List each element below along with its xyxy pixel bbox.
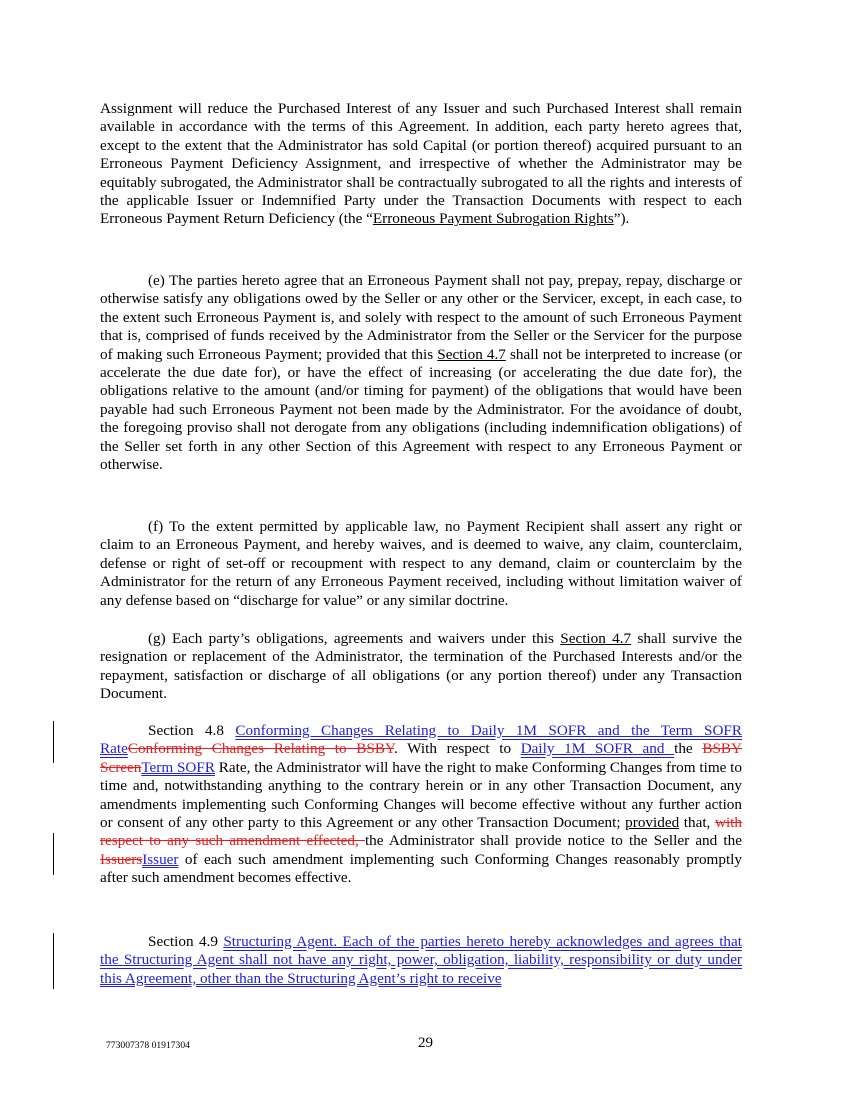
section-reference: Section 4.7 bbox=[437, 345, 506, 363]
text: (e) The parties hereto agree that an Erroneous Payment shall not pay, prepay, repay, discharge or otherwise satisfy any obligations owed by the Seller or any other or the Servicer, except, in each case, to the extent such Erroneous Payment is, and solely with respect to the amount of such Erroneous Payment that is, comprised of funds received by the Administrator from the Seller or the Servicer for the purpose of making such Erroneous Payment; provided that this bbox=[100, 272, 742, 363]
inserted-text: Term SOFR bbox=[141, 758, 215, 776]
paragraph-f bbox=[100, 518, 742, 610]
section-label: Section 4.8 bbox=[148, 722, 236, 739]
inserted-text: Issuer bbox=[142, 850, 179, 868]
text: the bbox=[674, 740, 703, 758]
text: the Administrator shall provide notice to the Seller and the bbox=[364, 832, 742, 850]
text: . With respect to bbox=[394, 740, 521, 758]
page-number: 29 bbox=[418, 1035, 433, 1051]
text: Assignment will reduce the Purchased Interest of any Issuer and such Purchased Interest shall remain available in accordance with the terms of this Agreement. In addition, each party hereto agrees that, except to the extent that the Administrator has sold Capital (or portion thereof) acquired pursuant to an Erroneous Payment Deficiency Assignment, and irrespective of whether the Administrator may be equitably subrogated, the Administrator shall be contractually subrogated to all the rights and interests of the applicable Issuer or Indemnified Party under the Transaction Documents with respect to each Erroneous Payment Return Deficiency (the “ bbox=[100, 100, 742, 228]
defined-term: Erroneous Payment Subrogation Rights bbox=[372, 210, 614, 228]
text: (f) To the extent permitted by applicable law, no Payment Recipient shall assert any right or claim to an Erroneous Payment, and hereby waives, and is deemed to waive, any claim, counterclaim, defense or right of set-off or recoupment with respect to any demand, claim or counterclaim by the Administrator for the return of any Erroneous Payment received, including without limitation waiver of any defense based on “discharge for value” or any similar doctrine. bbox=[100, 518, 742, 609]
change-bar bbox=[53, 933, 54, 989]
inserted-text: Structuring Agent. Each of the parties hereto hereby acknowledges and agrees that the Structuring Agent shall not have any right, power, obligation, liability, responsibility or duty under this Agreement, other than the Structuring Agent’s right to receive bbox=[100, 933, 742, 987]
paragraph-g bbox=[100, 630, 742, 704]
paragraph-e bbox=[100, 272, 742, 474]
section-4-9 bbox=[100, 933, 742, 988]
change-bar bbox=[53, 721, 54, 763]
deleted-text: with respect to any such amendment effected, bbox=[100, 814, 742, 850]
change-bar bbox=[53, 833, 54, 875]
deleted-text: Conforming Changes Relating to BSBY bbox=[127, 740, 394, 758]
inserted-text: Daily 1M SOFR and bbox=[520, 740, 675, 758]
text: ”). bbox=[613, 210, 630, 228]
text: Rate, the Administrator will have the right to make Conforming Changes from time to time and, notwithstanding anything to the contrary herein or in any other Transaction Document, any amendments implementing such Conforming Changes will become effective without any further action or consent of any other party to this Agreement or any other Transaction Document; bbox=[100, 758, 742, 832]
inserted-text: Conforming Changes Relating to Daily 1M SOFR and the Term SOFR Rate bbox=[100, 722, 742, 758]
text: shall survive the resignation or replacement of the Administrator, the termination of the Purchased Interests and/or the repayment, satisfaction or discharge of all obligations (or any portion thereof) under any Transaction Document. bbox=[100, 630, 743, 703]
text: (g) Each party’s obligations, agreements and waivers under this bbox=[148, 630, 561, 647]
deleted-text: BSBY Screen bbox=[100, 740, 742, 776]
footer-document-id: 773007378 01917304 bbox=[106, 1040, 190, 1051]
text: shall not be interpreted to increase (or accelerate the due date for), or have the effect of increasing (or accelerating the due date for), the obligations relative to the amount (and/or timing for payment) of the obligations that would have been payable had such Erroneous Payment not been made by the Administrator. For the avoidance of doubt, the foregoing proviso shall not derogate from any obligations (including indemnification obligations) of the Seller set forth in any other Section of this Agreement with respect to any Erroneous Payment or otherwise. bbox=[100, 345, 742, 474]
emphasis-provided: provided bbox=[625, 814, 680, 832]
section-label: Section 4.9 bbox=[148, 933, 224, 950]
deleted-text: Issuers bbox=[100, 850, 143, 868]
text: that, bbox=[679, 814, 715, 832]
paragraph-continuation bbox=[100, 100, 742, 229]
text: of each such amendment implementing such Conforming Changes reasonably promptly after such amendment becomes effective. bbox=[100, 850, 742, 887]
section-4-8 bbox=[100, 722, 742, 888]
section-reference: Section 4.7 bbox=[560, 630, 632, 647]
